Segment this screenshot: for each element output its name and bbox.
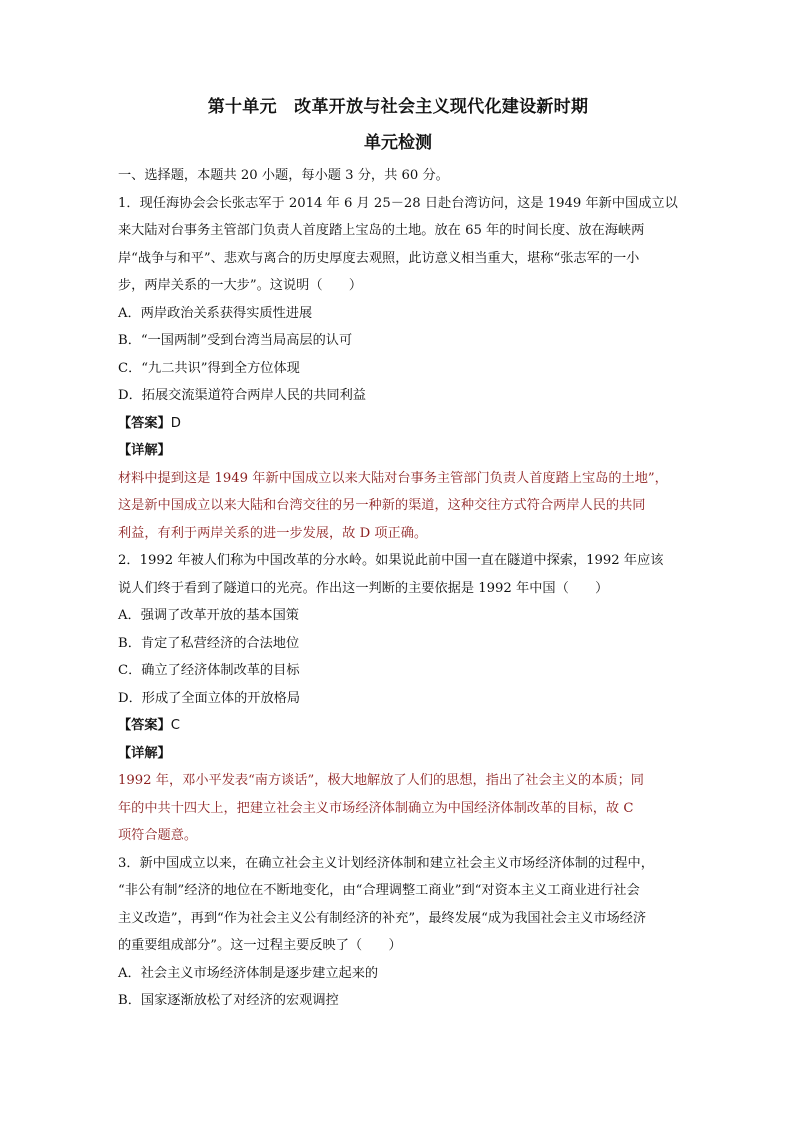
section-intro: 一、选择题，本题共 20 小题，每小题 3 分，共 60 分。 (118, 168, 449, 183)
answer-label: 【答案】 (118, 718, 171, 733)
question-2-explain-label (118, 740, 678, 768)
question-1-option-a: A．两岸政治关系获得实质性进展 (118, 305, 313, 321)
question-2-option-b: B．肯定了私营经济的合法地位 (118, 635, 300, 651)
question-1-option-c: C．“九二共识”得到全方位体现 (118, 360, 300, 376)
explain-label: 【详解】 (118, 443, 171, 458)
question-1-option-d: D．拓展交流渠道符合两岸人民的共同利益 (118, 388, 366, 403)
question-2-option-d: D．形成了全面立体的开放格局 (118, 690, 301, 706)
document-page (118, 96, 678, 1015)
question-2-answer (118, 712, 678, 740)
test-subtitle: 单元检测 (364, 133, 432, 153)
unit-title: 第十单元 改革开放与社会主义现代化建设新时期 (207, 97, 589, 117)
question-1-answer (118, 410, 678, 438)
question-2 (118, 547, 678, 850)
question-3-option-b: B．国家逐渐放松了对经济的宏观调控 (118, 993, 339, 1008)
question-3-option-a: A．社会主义市场经济体制是逐步建立起来的 (118, 965, 379, 981)
question-1-option-b: B．“一国两制”受到台湾当局高层的认可 (118, 333, 353, 348)
question-1-stem: 1．现任海协会会长张志军于 2014 年 6 月 25－28 日赴台湾访问，这是 1949 年新中国成立以 来大陆对台事务主管部门负责人首度踏上宝岛的土地。放在 65 年的时间长度、放在海峡两 岸“战争与和平”、悲欢与离合的历史厚度去观照，此访意义相当重大，堪称“张志军的一小 步，两岸关系的一大步”。这说明（ ） (118, 195, 678, 293)
answer-value: D (170, 415, 181, 431)
question-3 (118, 850, 678, 1015)
question-2-option-c: C．确立了经济体制改革的目标 (118, 663, 300, 678)
question-2-explanation: 1992 年，邓小平发表“南方谈话”，极大地解放了人们的思想，指出了社会主义的本质；同 年的中共十四大上，把建立社会主义市场经济体制确立为中国经济体制改革的目标，故 C 项符合题意。 (118, 773, 644, 843)
question-2-option-a: A．强调了改革开放的基本国策 (118, 608, 299, 623)
question-1-explain-label (118, 437, 678, 465)
answer-label: 【答案】 (118, 415, 171, 431)
question-1 (118, 190, 678, 548)
question-1-explanation: 材料中提到这是 1949 年新中国成立以来大陆对台事务主管部门负责人首度踏上宝岛的土地”， 这是新中国成立以来大陆和台湾交往的另一种新的渠道，这种交往方式符合两岸人民的共同 利益，有利于两岸关系的进一步发展，故 D 项正确。 (118, 470, 668, 541)
explain-label: 【详解】 (118, 745, 171, 761)
question-3-stem: 3．新中国成立以来，在确立社会主义计划经济体制和建立社会主义市场经济体制的过程中， “非公有制”经济的地位在不断地变化，由“合理调整工商业”到“对资本主义工商业进行社会 主义改造”，再到“作为社会主义公有制经济的补充”，最终发展“成为我国社会主义市场经济 的重要组成部分”。这一过程主要反映了（ ） (118, 855, 654, 953)
answer-value: C (170, 718, 180, 733)
question-2-stem: 2．1992 年被人们称为中国改革的分水岭。如果说此前中国一直在隧道中探索，1992 年应该 说人们终于看到了隧道口的光亮。作出这一判断的主要依据是 1992 年中国（ ） (118, 553, 664, 596)
